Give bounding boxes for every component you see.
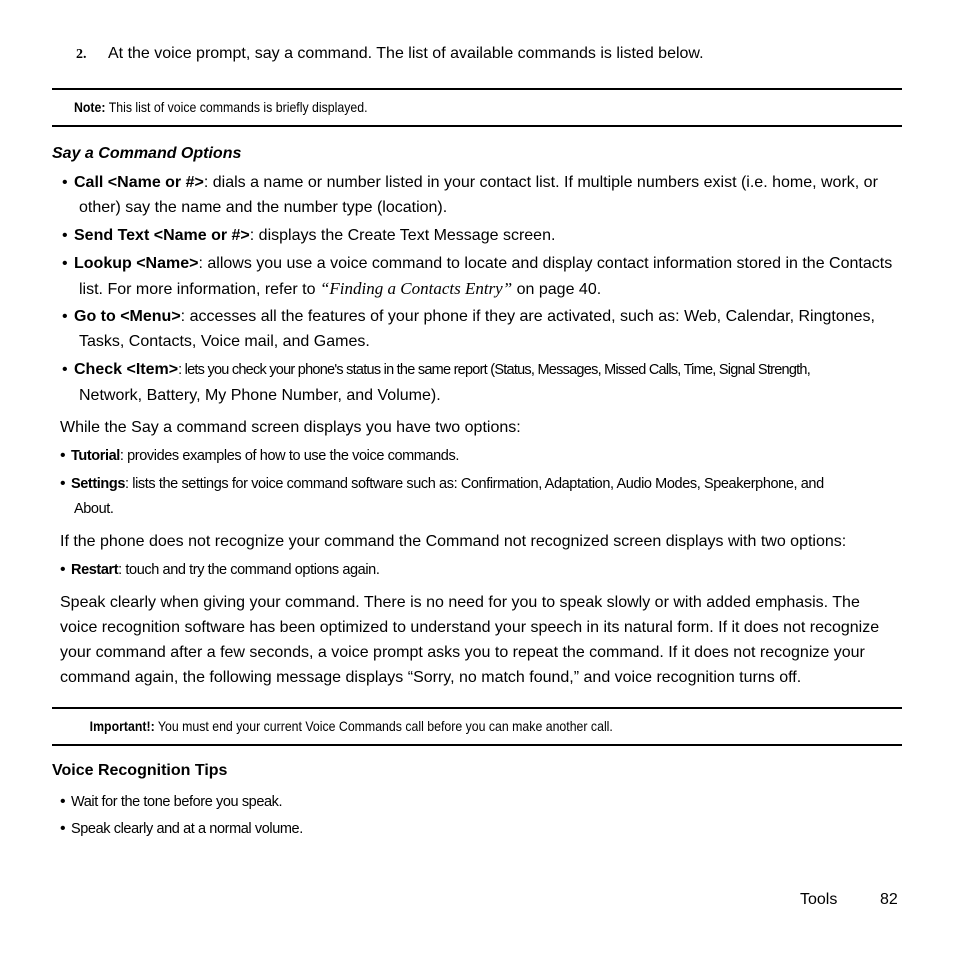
step-number: 2. (76, 47, 87, 62)
bullet-dot: • (60, 793, 66, 810)
command-term: Lookup <Name> (74, 255, 199, 272)
list-item-restart: • Restart: touch and try the command options again. (60, 557, 900, 583)
important-label: Important!: (89, 718, 155, 734)
list-item-tutorial: • Tutorial: provides examples of how to use the voice commands. (60, 443, 900, 469)
note-bottom-rule (52, 125, 902, 127)
bullet-dot: • (60, 447, 66, 464)
bullet-dot: • (60, 475, 66, 492)
note-top-rule (52, 88, 902, 90)
options-intro: While the Say a command screen displays you have two options: (60, 419, 521, 436)
list-item-go-to: • Go to <Menu>: accesses all the features of your phone if they are activated, such as: Web, Calendar, Ringtones, Tasks, Contacts, Voice mail, and Games. (62, 304, 902, 354)
list-item-send-text: • Send Text <Name or #>: displays the Create Text Message screen. (62, 223, 902, 248)
footer-section: Tools (800, 891, 838, 908)
command-term: Go to <Menu> (74, 308, 181, 325)
important-top-rule (52, 707, 902, 709)
say-command-heading: Say a Command Options (52, 145, 242, 162)
bullet-dot: • (62, 361, 68, 378)
list-item-tip: • Wait for the tone before you speak. (60, 789, 900, 815)
option-term: Settings (71, 476, 125, 492)
important-bottom-rule (52, 744, 902, 746)
bullet-dot: • (60, 820, 66, 837)
page-number: 82 (880, 891, 898, 908)
command-term: Check <Item> (74, 361, 179, 378)
bullet-dot: • (62, 174, 68, 191)
bullet-dot: • (62, 308, 68, 325)
step-text: At the voice prompt, say a command. The list of available commands is listed below. (108, 45, 704, 62)
cross-reference-link[interactable]: “Finding a Contacts Entry” (319, 279, 513, 298)
list-item-lookup: • Lookup <Name>: allows you use a voice command to locate and display contact information stored in the Contacts list. For more information, refer to “Finding a Contacts Entry” on page 40. (62, 251, 902, 302)
important-note (90, 717, 613, 735)
command-term: Call <Name or #> (74, 174, 204, 191)
bullet-dot: • (60, 561, 66, 578)
bullet-dot: • (62, 255, 68, 272)
list-item-call: • Call <Name or #>: dials a name or number listed in your contact list. If multiple numbers exist (i.e. home, work, or other) say the name and the number type (location). (62, 170, 902, 220)
speak-clearly-paragraph: Speak clearly when giving your command. There is no need for you to speak slowly or with added emphasis. The voice recognition software has been optimized to understand your speech in its natural form. If it does not recognize your command after a few seconds, a voice prompt asks you to repeat the command. If it does not recognize your command again, the following message displays “Sorry, no match found,” and voice recognition turns off. (60, 594, 880, 686)
note-text: This list of voice commands is briefly displayed. (105, 99, 368, 115)
tips-heading: Voice Recognition Tips (52, 762, 228, 779)
not-recognized-intro: If the phone does not recognize your command the Command not recognized screen displays with two options: (60, 533, 847, 550)
list-item-settings: • Settings: lists the settings for voice command software such as: Confirmation, Adaptation, Audio Modes, Speakerphone, and About. (60, 471, 900, 522)
step-2 (76, 44, 704, 65)
option-term: Restart (71, 562, 119, 578)
note (74, 98, 368, 116)
list-item-check: • Check <Item>: lets you check your phone's status in the same report (Status, Messages, Missed Calls, Time, Signal Strength, Network, Battery, My Phone Number, and Volume). (62, 357, 902, 408)
command-term: Send Text <Name or #> (74, 227, 250, 244)
note-label: Note: (74, 99, 106, 115)
option-term: Tutorial (71, 448, 120, 464)
list-item-tip: • Speak clearly and at a normal volume. (60, 816, 900, 842)
important-text: You must end your current Voice Commands call before you can make another call. (154, 718, 613, 734)
bullet-dot: • (62, 227, 68, 244)
